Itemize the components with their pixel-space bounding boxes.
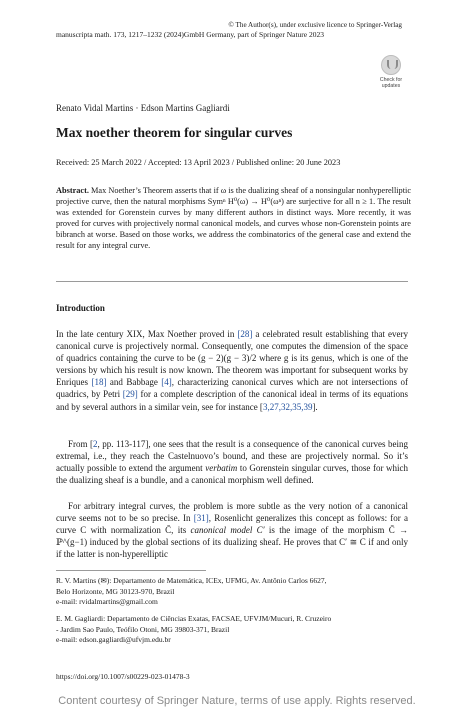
p2-emphasis: verbatim — [205, 463, 238, 474]
p2-text-c: to Gorenstein singular curves, those for which the dualizing sheaf is a bundle, and a canonical morphism well defined. — [56, 463, 409, 486]
footnote-2-line-1: E. M. Gagliardi: Departamento de Ciências Exatas, FACSAE, UFVJM/Mucuri, R. Cruzeiro — [56, 614, 332, 623]
p2-text-b: , pp. 113-117], one sees that the result is a consequence of the canonical curves being extremal, i.e., they reach the Castelnuovo’s bound, and these are projectively normal. So it’s actually possible to extend the argument — [56, 439, 409, 474]
badge-line-1: Check for — [379, 77, 403, 83]
author-list: Renato Vidal Martins · Edson Martins Gagliardi — [56, 103, 230, 113]
citation-link-2[interactable]: 2 — [93, 439, 98, 449]
journal-citation: manuscripta math. 173, 1217–1232 (2024) — [56, 30, 184, 39]
copyright-notice — [228, 20, 402, 30]
p3-text-c: is the image of the morphism C̄ → ℙ^(g−1) induced by the global sections of its dualizing sheaf. He proves that C′ ≅ C if and only if the latter is non-hyperelliptic — [56, 525, 408, 560]
footnote-author-1 — [56, 576, 408, 608]
abstract — [56, 185, 411, 251]
p3-text-a: For arbitrary integral curves, the problem is more subtle as the very notion of a canonical curve seems not to be so precise. In — [56, 501, 408, 524]
copyright-line-2: GmbH Germany, part of Springer Nature 2023 — [183, 30, 325, 39]
p2-text-a: From [ — [68, 439, 94, 449]
copyright-line-1: © The Author(s), under exclusive licence to Springer-Verlag — [228, 21, 402, 29]
citation-link-18[interactable]: [18] — [91, 377, 107, 388]
badge-line-2: updates — [381, 83, 401, 89]
footnote-1-email[interactable]: e-mail: rvidalmartins@gmail.com — [56, 597, 158, 606]
citation-link-group[interactable]: 3,27,32,35,39 — [262, 401, 313, 412]
abstract-text: Max Noether’s Theorem asserts that if ω is the dualizing sheaf of a nonsingular nonhyperelliptic projective curve, then the natural morphisms Symⁿ H⁰(ω) → H⁰(ωⁿ) are surjective for all n ≥ 1. The result was extended for Gorenstein curves by many different authors in distinct ways. More recently, it was proved for curves with projectively normal canonical models, and curves whose non-Gorenstein points are bibranch at worse. Based on those works, we address the combinatorics of the general case and extend the result for any integral curve. — [56, 186, 411, 250]
citation-link-28[interactable]: [28] — [237, 329, 253, 339]
abstract-label: Abstract. — [56, 186, 89, 195]
footnote-1-line-2: Belo Horizonte, MG 30123-970, Brazil — [56, 586, 175, 596]
citation-link-4[interactable]: [4] — [161, 377, 172, 388]
footnote-1-line-1: R. V. Martins (✉): Departamento de Matemática, ICEx, UFMG, Av. Antônio Carlos 6627, — [56, 576, 327, 585]
intro-paragraph-3 — [56, 500, 408, 560]
p3-text-b: , Rosenlicht generalizes this concept as follows: for a curve C with normalization C̄, its — [56, 513, 408, 536]
doi-link[interactable]: https://doi.org/10.1007/s00229-023-01478-3 — [56, 672, 190, 681]
p1-text-e: for a complete description of the canonical ideal in terms of its equations and by several authors in a similar vein, see for instance [ — [56, 389, 408, 412]
citation-link-29[interactable]: [29] — [122, 389, 138, 400]
footnote-divider — [56, 570, 206, 571]
p1-text-c: and Babbage — [106, 377, 162, 388]
intro-paragraph-1 — [56, 328, 408, 413]
section-divider-top — [56, 281, 408, 282]
footnote-2-line-2: - Jardim Sao Paulo, Teófilo Otoni, MG 39803-371, Brazil — [56, 624, 230, 634]
article-title: Max noether theorem for singular curves — [56, 125, 293, 140]
citation-link-31[interactable]: [31] — [193, 513, 209, 524]
check-updates-icon — [381, 55, 401, 75]
intro-paragraph-2 — [56, 438, 408, 486]
footnote-author-2 — [56, 614, 408, 646]
p1-text-d: , characterizing canonical curves which are not intersections of quadrics, by Petri — [56, 377, 409, 400]
check-for-updates-badge[interactable] — [374, 55, 408, 91]
courtesy-banner: Content courtesy of Springer Nature, terms of use apply. Rights reserved. — [58, 695, 416, 707]
footnote-2-email[interactable]: e-mail: edson.gagliardi@ufvjm.edu.br — [56, 635, 171, 644]
p1-text-b: a celebrated result establishing that every canonical curve is projectively normal. Consequently, one computes the dimension of the space of quadrics containing the curve to be (g − 2)(g − 3)/2 where g is its genus, which is one of the versions by which his result is now known. The theorem was important for subsequent works by Enriques — [56, 329, 408, 388]
p1-text-f: ]. — [312, 401, 318, 412]
p1-text-a: In the late century XIX, Max Noether proved in — [56, 329, 238, 339]
article-dates: Received: 25 March 2022 / Accepted: 13 April 2023 / Published online: 20 June 2023 — [56, 158, 341, 167]
p3-emphasis: canonical model C′ — [190, 525, 265, 536]
section-heading-introduction: Introduction — [56, 303, 105, 313]
journal-reference — [56, 30, 324, 39]
